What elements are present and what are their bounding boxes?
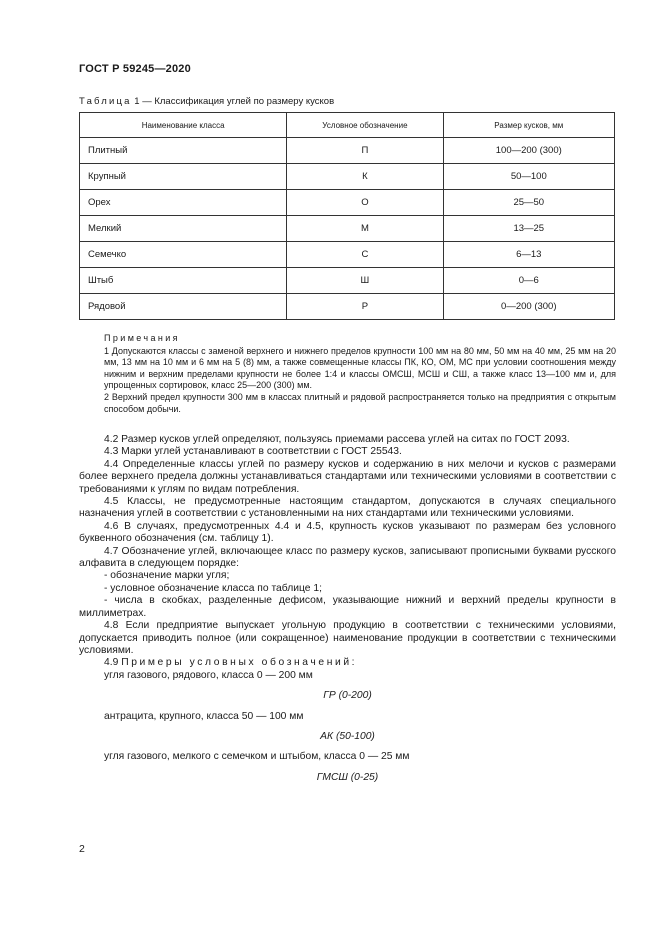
class-size-cell: 6—13 xyxy=(443,242,614,268)
document-body xyxy=(79,434,616,784)
class-code-cell: О xyxy=(287,190,443,216)
example-2-description: антрацита, крупного, класса 50 — 100 мм xyxy=(104,710,304,722)
class-code-cell: С xyxy=(287,242,443,268)
paragraph-4-7: 4.7 Обозначение углей, включающее класс по размеру кусков, записывают прописными буквами русского алфавита в следующем порядке: xyxy=(79,545,616,570)
class-size-cell: 13—25 xyxy=(443,216,614,242)
table-caption-text: 1 — Классификация углей по размеру кусков xyxy=(131,96,335,107)
paragraph-4-4: 4.4 Определенные классы углей по размеру кусков и содержанию в них мелочи и кусков с размерами более верхнего предела должны устанавливаться стандартами или техническими условиями в соответствии с требованиями к углям по видам потребления. xyxy=(79,458,616,495)
class-name-cell: Крупный xyxy=(80,164,287,190)
class-size-cell: 50—100 xyxy=(443,164,614,190)
class-name-cell: Семечко xyxy=(80,242,287,268)
class-size-cell: 100—200 (300) xyxy=(443,138,614,164)
column-header-size: Размер кусков, мм xyxy=(443,113,614,138)
class-size-cell: 25—50 xyxy=(443,190,614,216)
class-code-cell: К xyxy=(287,164,443,190)
notes-title: Примечания xyxy=(104,333,180,343)
coal-classification-table xyxy=(79,112,615,320)
examples-heading: Примеры условных обозначений: xyxy=(121,657,358,669)
table-row xyxy=(80,216,615,242)
list-item: - обозначение марки угля; xyxy=(104,570,230,582)
table-notes xyxy=(104,333,616,415)
table-row xyxy=(80,164,615,190)
list-item: - условное обозначение класса по таблице 1; xyxy=(104,582,322,594)
paragraph-4-2: 4.2 Размер кусков углей определяют, пользуясь приемами рассева углей на ситах по ГОСТ 2093. xyxy=(104,434,570,445)
example-2-code: АК (50-100) xyxy=(320,730,375,742)
column-header-code: Условное обозначение xyxy=(287,113,443,138)
class-name-cell: Орех xyxy=(80,190,287,216)
class-size-cell: 0—6 xyxy=(443,268,614,294)
table-caption xyxy=(79,96,334,107)
table-caption-label: Таблица xyxy=(79,96,132,107)
table-row xyxy=(80,190,615,216)
example-1-code: ГР (0-200) xyxy=(323,690,372,702)
note-1-text: 1 Допускаются классы с заменой верхнего и нижнего пределов крупности 100 мм на 80 мм, 50 мм на 40 мм, 25 мм на 20 мм, 13 мм на 10 мм и 6 мм на 5 (8) мм, а также совмещенные классы ПК, КО, ОМ, МС при условии соотношения между нижним и верхним пределами крупности не более 1:4 и классы ОМСШ, МСШ и СШ, а также класс 13—100 мм и, для упрощенных сортировок, класс 25—200 (300) мм. xyxy=(104,345,616,391)
table-row xyxy=(80,138,615,164)
paragraph-4-3: 4.3 Марки углей устанавливают в соответствии с ГОСТ 25543. xyxy=(104,446,402,458)
note-1 xyxy=(104,346,616,392)
class-code-cell: Ш xyxy=(287,268,443,294)
example-1-description: угля газового, рядового, класса 0 — 200 мм xyxy=(104,669,313,681)
paragraph-4-9-number: 4.9 xyxy=(104,657,122,669)
paragraph-4-6: 4.6 В случаях, предусмотренных 4.4 и 4.5, крупность кусков указывают по размерам без условного буквенного обозначения (см. таблицу 1). xyxy=(79,520,616,545)
note-2 xyxy=(104,392,616,415)
table-header-row xyxy=(80,113,615,138)
page-number: 2 xyxy=(79,843,85,855)
example-3-description: угля газового, мелкого с семечком и штыбом, класса 0 — 25 мм xyxy=(104,751,410,763)
class-name-cell: Плитный xyxy=(80,138,287,164)
example-3-code: ГМСШ (0-25) xyxy=(316,771,379,783)
note-2-text: 2 Верхний предел крупности 300 мм в классах плитный и рядовой распространяется только на предприятия с открытым способом добычи. xyxy=(104,391,616,414)
paragraph-4-5: 4.5 Классы, не предусмотренные настоящим стандартом, допускаются в случаях специального назначения углей в соответствии с установленными на них стандартами или техническими условиями. xyxy=(79,496,616,520)
class-code-cell: П xyxy=(287,138,443,164)
paragraph-4-8: 4.8 Если предприятие выпускает угольную продукцию в соответствии с техническими условиями, допускается приводить полное (или сокращенное) наименование продукции в соответствии с техническими условиями. xyxy=(79,620,616,656)
list-item: - числа в скобках, разделенные дефисом, указывающие нижний и верхний пределы крупности в миллиметрах. xyxy=(79,595,616,619)
table-row xyxy=(80,268,615,294)
document-header: ГОСТ Р 59245—2020 xyxy=(79,63,191,75)
class-code-cell: М xyxy=(287,216,443,242)
class-size-cell: 0—200 (300) xyxy=(443,294,614,320)
column-header-name: Наименование класса xyxy=(80,113,287,138)
table-row xyxy=(80,242,615,268)
class-name-cell: Рядовой xyxy=(80,294,287,320)
class-code-cell: Р xyxy=(287,294,443,320)
class-name-cell: Штыб xyxy=(80,268,287,294)
paragraph-4-9 xyxy=(79,657,616,669)
table-row xyxy=(80,294,615,320)
class-name-cell: Мелкий xyxy=(80,216,287,242)
